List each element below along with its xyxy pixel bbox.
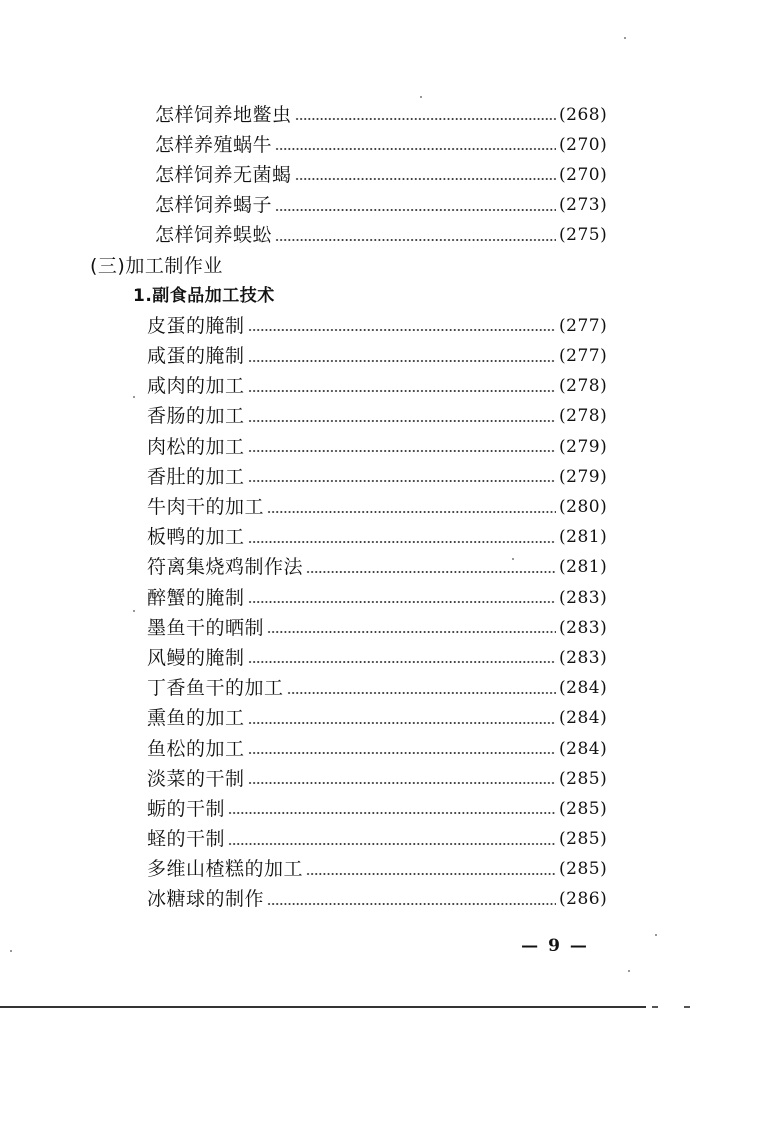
toc-entry-page: (285) <box>559 768 608 789</box>
toc-entry-title: 风鳗的腌制 <box>147 646 245 669</box>
toc-entry-title: 牛肉干的加工 <box>147 496 265 519</box>
dot-leader <box>275 239 556 241</box>
subsection-heading <box>0 281 778 311</box>
dot-leader <box>267 511 556 513</box>
toc-subentry <box>0 402 778 432</box>
dot-leader <box>295 178 556 180</box>
toc-entry <box>0 221 778 251</box>
toc-subentry <box>0 372 778 402</box>
toc-entry-title: 怎样饲养蝎子 <box>155 194 273 217</box>
section-heading <box>0 251 778 281</box>
toc-entry-page: (285) <box>559 798 608 819</box>
toc-entry-page: (284) <box>559 678 608 699</box>
toc-entry-group <box>0 100 778 251</box>
toc-subentry <box>0 523 778 553</box>
toc-entry-title: 醉蟹的腌制 <box>147 586 245 609</box>
dot-leader <box>287 692 556 694</box>
dot-leader <box>248 420 556 422</box>
toc-entry-page: (270) <box>559 164 608 185</box>
toc-entry-title: 蛏的干制 <box>147 828 226 851</box>
toc-entry <box>0 100 778 130</box>
toc-entry-page: (284) <box>559 708 608 729</box>
toc-subentry <box>0 885 778 915</box>
toc-entry-title: 怎样养殖蜗牛 <box>155 133 273 156</box>
rule-fragment <box>652 1006 658 1008</box>
toc-entry-title: 香肠的加工 <box>147 405 245 428</box>
toc-subentry <box>0 764 778 794</box>
toc-subentry <box>0 342 778 372</box>
toc-subentry <box>0 613 778 643</box>
toc-entry-title: 咸肉的加工 <box>147 375 245 398</box>
toc-subentry <box>0 462 778 492</box>
toc-entry-page: (268) <box>559 104 608 125</box>
toc-entry <box>0 160 778 190</box>
toc-entry-title: 多维山楂糕的加工 <box>147 858 304 881</box>
toc-subentry <box>0 643 778 673</box>
dot-leader <box>228 843 556 845</box>
toc-subentry <box>0 492 778 522</box>
toc-entry-page: (283) <box>559 617 608 638</box>
dot-leader <box>275 148 556 150</box>
scan-speck <box>655 934 657 936</box>
scan-speck <box>10 950 12 952</box>
toc-entry-page: (278) <box>559 406 608 427</box>
toc-entry-page: (280) <box>559 497 608 518</box>
scan-speck <box>133 610 135 612</box>
subsection-heading-text: 1.副食品加工技术 <box>133 285 275 306</box>
toc-entry-page: (278) <box>559 376 608 397</box>
dot-leader <box>295 118 556 120</box>
toc-entry-title: 皮蛋的腌制 <box>147 314 245 337</box>
dot-leader <box>248 661 556 663</box>
toc-subentry <box>0 583 778 613</box>
toc-subentry <box>0 704 778 734</box>
toc-entry <box>0 130 778 160</box>
toc-subentry <box>0 311 778 341</box>
toc-entry-page: (285) <box>559 829 608 850</box>
toc-entry-title: 肉松的加工 <box>147 435 245 458</box>
toc-subentry-group <box>0 311 778 915</box>
dot-leader <box>275 209 556 211</box>
toc-entry-title: 咸蛋的腌制 <box>147 345 245 368</box>
toc-entry-page: (275) <box>559 225 608 246</box>
toc-entry-title: 淡菜的干制 <box>147 767 245 790</box>
toc-entry-page: (281) <box>559 527 608 548</box>
dot-leader <box>248 329 556 331</box>
scan-speck <box>624 37 626 39</box>
toc-entry-page: (285) <box>559 859 608 880</box>
toc-entry-page: (273) <box>559 195 608 216</box>
toc-entry-title: 怎样饲养地鳖虫 <box>155 103 292 126</box>
dot-leader <box>248 752 556 754</box>
dot-leader <box>248 541 556 543</box>
toc-subentry <box>0 825 778 855</box>
bottom-rule <box>0 1006 646 1008</box>
toc-entry-page: (284) <box>559 738 608 759</box>
toc-subentry <box>0 794 778 824</box>
toc-entry-page: (286) <box>559 889 608 910</box>
dot-leader <box>248 390 556 392</box>
toc-entry-title: 墨鱼干的晒制 <box>147 616 265 639</box>
dot-leader <box>248 722 556 724</box>
toc-subentry <box>0 734 778 764</box>
rule-fragment <box>684 1006 690 1008</box>
dot-leader <box>248 480 556 482</box>
toc-entry-page: (270) <box>559 134 608 155</box>
toc-entry-title: 怎样饲养蜈蚣 <box>155 224 273 247</box>
toc-subentry <box>0 855 778 885</box>
toc-entry-page: (281) <box>559 557 608 578</box>
toc-entry-title: 丁香鱼干的加工 <box>147 677 284 700</box>
toc-entry-page: (283) <box>559 587 608 608</box>
toc-entry-title: 蛎的干制 <box>147 797 226 820</box>
dot-leader <box>306 873 556 875</box>
toc-entry-title: 鱼松的加工 <box>147 737 245 760</box>
toc-entry <box>0 191 778 221</box>
toc-entry-title: 冰糖球的制作 <box>147 888 265 911</box>
dot-leader <box>267 631 556 633</box>
dot-leader <box>228 812 556 814</box>
toc-entry-title: 香肚的加工 <box>147 465 245 488</box>
toc-subentry <box>0 553 778 583</box>
table-of-contents <box>0 100 778 915</box>
scan-speck <box>420 96 422 98</box>
toc-subentry <box>0 674 778 704</box>
scan-speck <box>628 970 630 972</box>
toc-entry-page: (279) <box>559 436 608 457</box>
toc-entry-page: (283) <box>559 647 608 668</box>
toc-entry-title: 符离集烧鸡制作法 <box>147 556 304 579</box>
section-heading-text: (三)加工制作业 <box>90 254 223 277</box>
toc-entry-title: 怎样饲养无菌蝎 <box>155 163 292 186</box>
dot-leader <box>248 360 556 362</box>
dot-leader <box>267 903 556 905</box>
dot-leader <box>248 782 556 784</box>
page-number: — 9 — <box>521 936 589 956</box>
scan-speck <box>512 558 514 560</box>
toc-entry-page: (277) <box>559 346 608 367</box>
dot-leader <box>248 450 556 452</box>
toc-subentry <box>0 432 778 462</box>
toc-entry-page: (279) <box>559 466 608 487</box>
dot-leader <box>248 601 556 603</box>
toc-entry-title: 板鸭的加工 <box>147 526 245 549</box>
toc-entry-title: 熏鱼的加工 <box>147 707 245 730</box>
dot-leader <box>306 571 556 573</box>
toc-entry-page: (277) <box>559 315 608 336</box>
scan-speck <box>133 396 135 398</box>
